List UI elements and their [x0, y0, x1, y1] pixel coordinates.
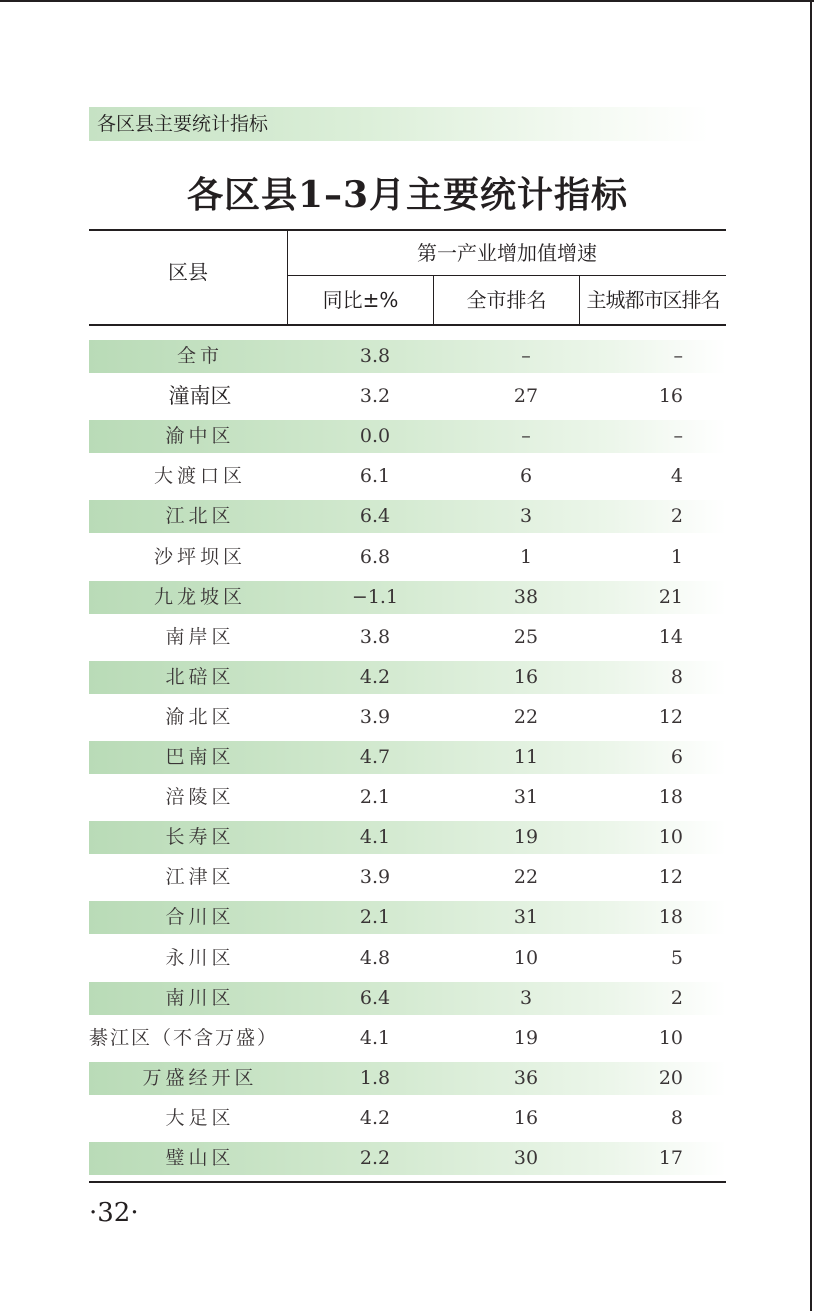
header-city-rank: 全市排名	[466, 288, 547, 312]
main-city-rank: 20	[658, 1067, 683, 1089]
district-name: 沙坪坝区	[153, 546, 246, 568]
main-city-rank: 18	[658, 786, 683, 808]
table-row	[89, 340, 726, 373]
header-group: 第一产业增加值增速	[417, 241, 597, 265]
district-name: 江北区	[165, 505, 235, 527]
table-row	[89, 1142, 726, 1175]
table-row	[89, 460, 726, 493]
table-bottom-rule	[89, 1181, 726, 1183]
main-city-rank: 4	[670, 465, 683, 487]
district-name: 万盛经开区	[142, 1067, 258, 1089]
table-row	[89, 942, 726, 975]
main-city-rank: 12	[658, 706, 683, 728]
table-row	[89, 621, 726, 654]
main-city-rank: 12	[658, 866, 683, 888]
city-rank: 3	[519, 987, 533, 1009]
city-rank: 3	[519, 505, 533, 527]
main-city-rank: –	[673, 345, 683, 367]
yoy-growth: 4.8	[359, 947, 391, 969]
main-city-rank: 8	[670, 666, 683, 688]
table-row	[89, 861, 726, 894]
header-district: 区县	[168, 260, 208, 284]
page-number: ·32·	[89, 1198, 139, 1228]
district-name: 大渡口区	[153, 465, 246, 487]
city-rank: 16	[513, 1107, 539, 1129]
yoy-growth: 4.1	[359, 1027, 391, 1049]
main-city-rank: –	[673, 425, 683, 447]
table-row	[89, 1102, 726, 1135]
main-city-rank: 17	[658, 1147, 683, 1169]
city-rank: 31	[513, 906, 539, 928]
district-name: 渝北区	[165, 706, 235, 728]
district-name: 合川区	[165, 906, 235, 928]
city-rank: 30	[513, 1147, 539, 1169]
district-name: 南川区	[165, 987, 235, 1009]
table-row	[89, 420, 726, 453]
main-city-rank: 16	[658, 385, 683, 407]
city-rank: 31	[513, 786, 539, 808]
yoy-growth: 4.2	[359, 666, 391, 688]
district-name: 潼南区	[168, 384, 232, 408]
section-title: 各区县主要统计指标	[97, 113, 269, 135]
header-main-rank: 主城都市区排名	[586, 288, 720, 312]
city-rank: 16	[513, 666, 539, 688]
table-row	[89, 781, 726, 814]
header-yoy: 同比±%	[322, 288, 399, 312]
yoy-growth: 3.2	[359, 385, 391, 407]
district-name: 巴南区	[165, 746, 235, 768]
yoy-growth: 3.8	[359, 345, 391, 367]
district-name: 永川区	[165, 947, 235, 969]
yoy-growth: 3.8	[359, 626, 391, 648]
city-rank: 1	[519, 546, 533, 568]
table-row	[89, 741, 726, 774]
table-row	[89, 380, 726, 413]
yoy-growth: 2.2	[359, 1147, 391, 1169]
yoy-growth: 6.4	[359, 505, 391, 527]
city-rank: 6	[519, 465, 533, 487]
table-row	[89, 701, 726, 734]
district-name: 江津区	[165, 866, 235, 888]
yoy-growth: 6.4	[359, 987, 391, 1009]
main-city-rank: 1	[670, 546, 683, 568]
yoy-growth: 4.7	[359, 746, 391, 768]
city-rank: 22	[513, 866, 539, 888]
header-bottom-rule	[89, 324, 726, 326]
main-city-rank: 6	[670, 746, 683, 768]
yoy-growth: 1.8	[359, 1067, 391, 1089]
main-city-rank: 10	[658, 1027, 683, 1049]
city-rank: 11	[513, 746, 539, 768]
city-rank: –	[521, 425, 531, 447]
table-row	[89, 982, 726, 1015]
table-row	[89, 821, 726, 854]
yoy-growth: 4.2	[359, 1107, 391, 1129]
table-row	[89, 500, 726, 533]
page-frame-right	[810, 0, 812, 1311]
district-name: 全市	[176, 345, 223, 367]
main-city-rank: 10	[658, 826, 683, 848]
yoy-growth: 4.1	[359, 826, 391, 848]
district-name: 北碚区	[165, 666, 235, 688]
yoy-growth: 3.9	[359, 866, 391, 888]
main-city-rank: 21	[658, 586, 683, 608]
city-rank: 36	[513, 1067, 539, 1089]
table-row	[89, 581, 726, 614]
city-rank: 38	[513, 586, 539, 608]
table-title: 各区县1–3月主要统计指标	[186, 174, 629, 216]
header-mid-rule	[287, 275, 726, 276]
district-name: 南岸区	[165, 626, 235, 648]
page-frame-top	[0, 0, 814, 2]
district-name: 綦江区（不含万盛）	[89, 1027, 279, 1049]
table-top-rule	[89, 229, 726, 231]
main-city-rank: 14	[658, 626, 683, 648]
district-name: 渝中区	[165, 425, 235, 447]
table-row	[89, 541, 726, 574]
district-name: 涪陵区	[165, 786, 235, 808]
yoy-growth: 2.1	[359, 906, 391, 928]
city-rank: 27	[513, 385, 539, 407]
main-city-rank: 2	[670, 505, 683, 527]
yoy-growth: 2.1	[359, 786, 391, 808]
table-row	[89, 661, 726, 694]
city-rank: 22	[513, 706, 539, 728]
table-row	[89, 901, 726, 934]
yoy-growth: 0.0	[359, 425, 391, 447]
district-name: 璧山区	[165, 1147, 235, 1169]
district-name: 九龙坡区	[153, 586, 246, 608]
district-name: 大足区	[165, 1107, 235, 1129]
yoy-growth: 3.9	[359, 706, 391, 728]
city-rank: 19	[513, 1027, 539, 1049]
yoy-growth: −1.1	[351, 586, 399, 608]
city-rank: 25	[513, 626, 539, 648]
city-rank: –	[521, 345, 531, 367]
main-city-rank: 18	[658, 906, 683, 928]
main-city-rank: 8	[670, 1107, 683, 1129]
main-city-rank: 2	[670, 987, 683, 1009]
city-rank: 19	[513, 826, 539, 848]
district-name: 长寿区	[165, 826, 235, 848]
table-row	[89, 1022, 726, 1055]
city-rank: 10	[513, 947, 539, 969]
main-city-rank: 5	[670, 947, 683, 969]
yoy-growth: 6.1	[359, 465, 391, 487]
table-row	[89, 1062, 726, 1095]
yoy-growth: 6.8	[359, 546, 391, 568]
